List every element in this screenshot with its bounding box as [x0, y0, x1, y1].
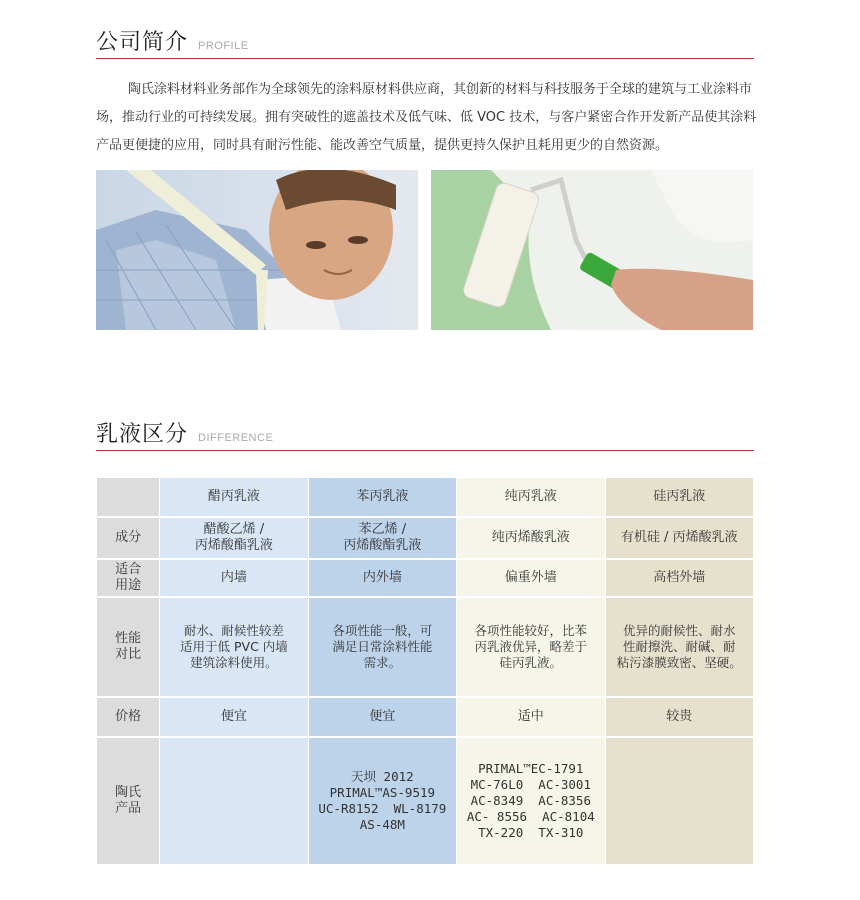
table-cell: 高档外墙 — [606, 560, 754, 596]
table-row — [97, 560, 753, 596]
table-cell: PRIMAL™EC-1791 MC-76L0 AC-3001 AC-8349 AC-8356 AC- 8556 AC-8104 TX-220 TX-310 — [457, 738, 604, 864]
column-header: 纯丙乳液 — [457, 478, 604, 516]
table-cell: 耐水、耐候性较差 适用于低 PVC 内墙 建筑涂料使用。 — [160, 598, 307, 696]
table-row — [97, 738, 753, 864]
table-cell: 各项性能一般，可 满足日常涂料性能 需求。 — [309, 598, 456, 696]
table-cell: 优异的耐候性、耐水 性耐擦洗、耐碱、耐 粘污漆膜致密、坚硬。 — [606, 598, 754, 696]
difference-title: 乳液区分 — [96, 422, 189, 447]
difference-subtitle: DIFFERENCE — [198, 432, 274, 444]
man-painting-photo — [96, 170, 418, 330]
table-cell: 较贵 — [606, 698, 754, 736]
profile-subtitle: PROFILE — [198, 40, 249, 52]
profile-header — [96, 28, 754, 59]
table-cell: 苯乙烯 / 丙烯酸酯乳液 — [309, 518, 456, 558]
table-cell: 有机硅 / 丙烯酸乳液 — [606, 518, 754, 558]
table-cell: 醋酸乙烯 / 丙烯酸酯乳液 — [160, 518, 307, 558]
table-cell: 便宜 — [160, 698, 307, 736]
table-cell — [606, 738, 754, 864]
table-row — [97, 518, 753, 558]
table-cell: 各项性能较好，比苯 丙乳液优异，略差于 硅丙乳液。 — [457, 598, 604, 696]
row-label: 价格 — [97, 698, 159, 736]
paint-roller-photo — [431, 170, 753, 330]
table-cell: 纯丙烯酸乳液 — [457, 518, 604, 558]
table-cell: 便宜 — [309, 698, 456, 736]
company-intro-text: 陶氏涂料材料业务部作为全球领先的涂料原材料供应商，其创新的材料与科技服务于全球的建筑与工业涂料市场，推动行业的可持续发展。拥有突破性的遮盖技术及低气味、低 VOC 技术，与客户紧密合作开发新产品使其涂料产品更便捷的应用，同时具有耐污性能、能改善空气质量，提供更持久保护且耗用更少的自然资源。 — [96, 82, 757, 153]
row-label: 适合 用途 — [97, 560, 159, 596]
table-cell: 天坝 2012 PRIMAL™AS-9519 UC-R8152 WL-8179 AS-48M — [309, 738, 456, 864]
table-cell: 内墙 — [160, 560, 307, 596]
difference-header — [96, 420, 754, 451]
table-cell — [160, 738, 307, 864]
column-header: 硅丙乳液 — [606, 478, 754, 516]
row-label: 成分 — [97, 518, 159, 558]
table-row — [97, 698, 753, 736]
table-cell: 偏重外墙 — [457, 560, 604, 596]
table-row — [97, 598, 753, 696]
corner-cell — [97, 478, 159, 516]
row-label: 性能 对比 — [97, 598, 159, 696]
row-label: 陶氏 产品 — [97, 738, 159, 864]
column-header: 醋丙乳液 — [160, 478, 307, 516]
profile-title: 公司简介 — [96, 30, 189, 55]
table-cell: 内外墙 — [309, 560, 456, 596]
table-cell: 适中 — [457, 698, 604, 736]
column-header: 苯丙乳液 — [309, 478, 456, 516]
table-header-row — [97, 478, 753, 516]
emulsion-comparison-table — [96, 476, 754, 866]
